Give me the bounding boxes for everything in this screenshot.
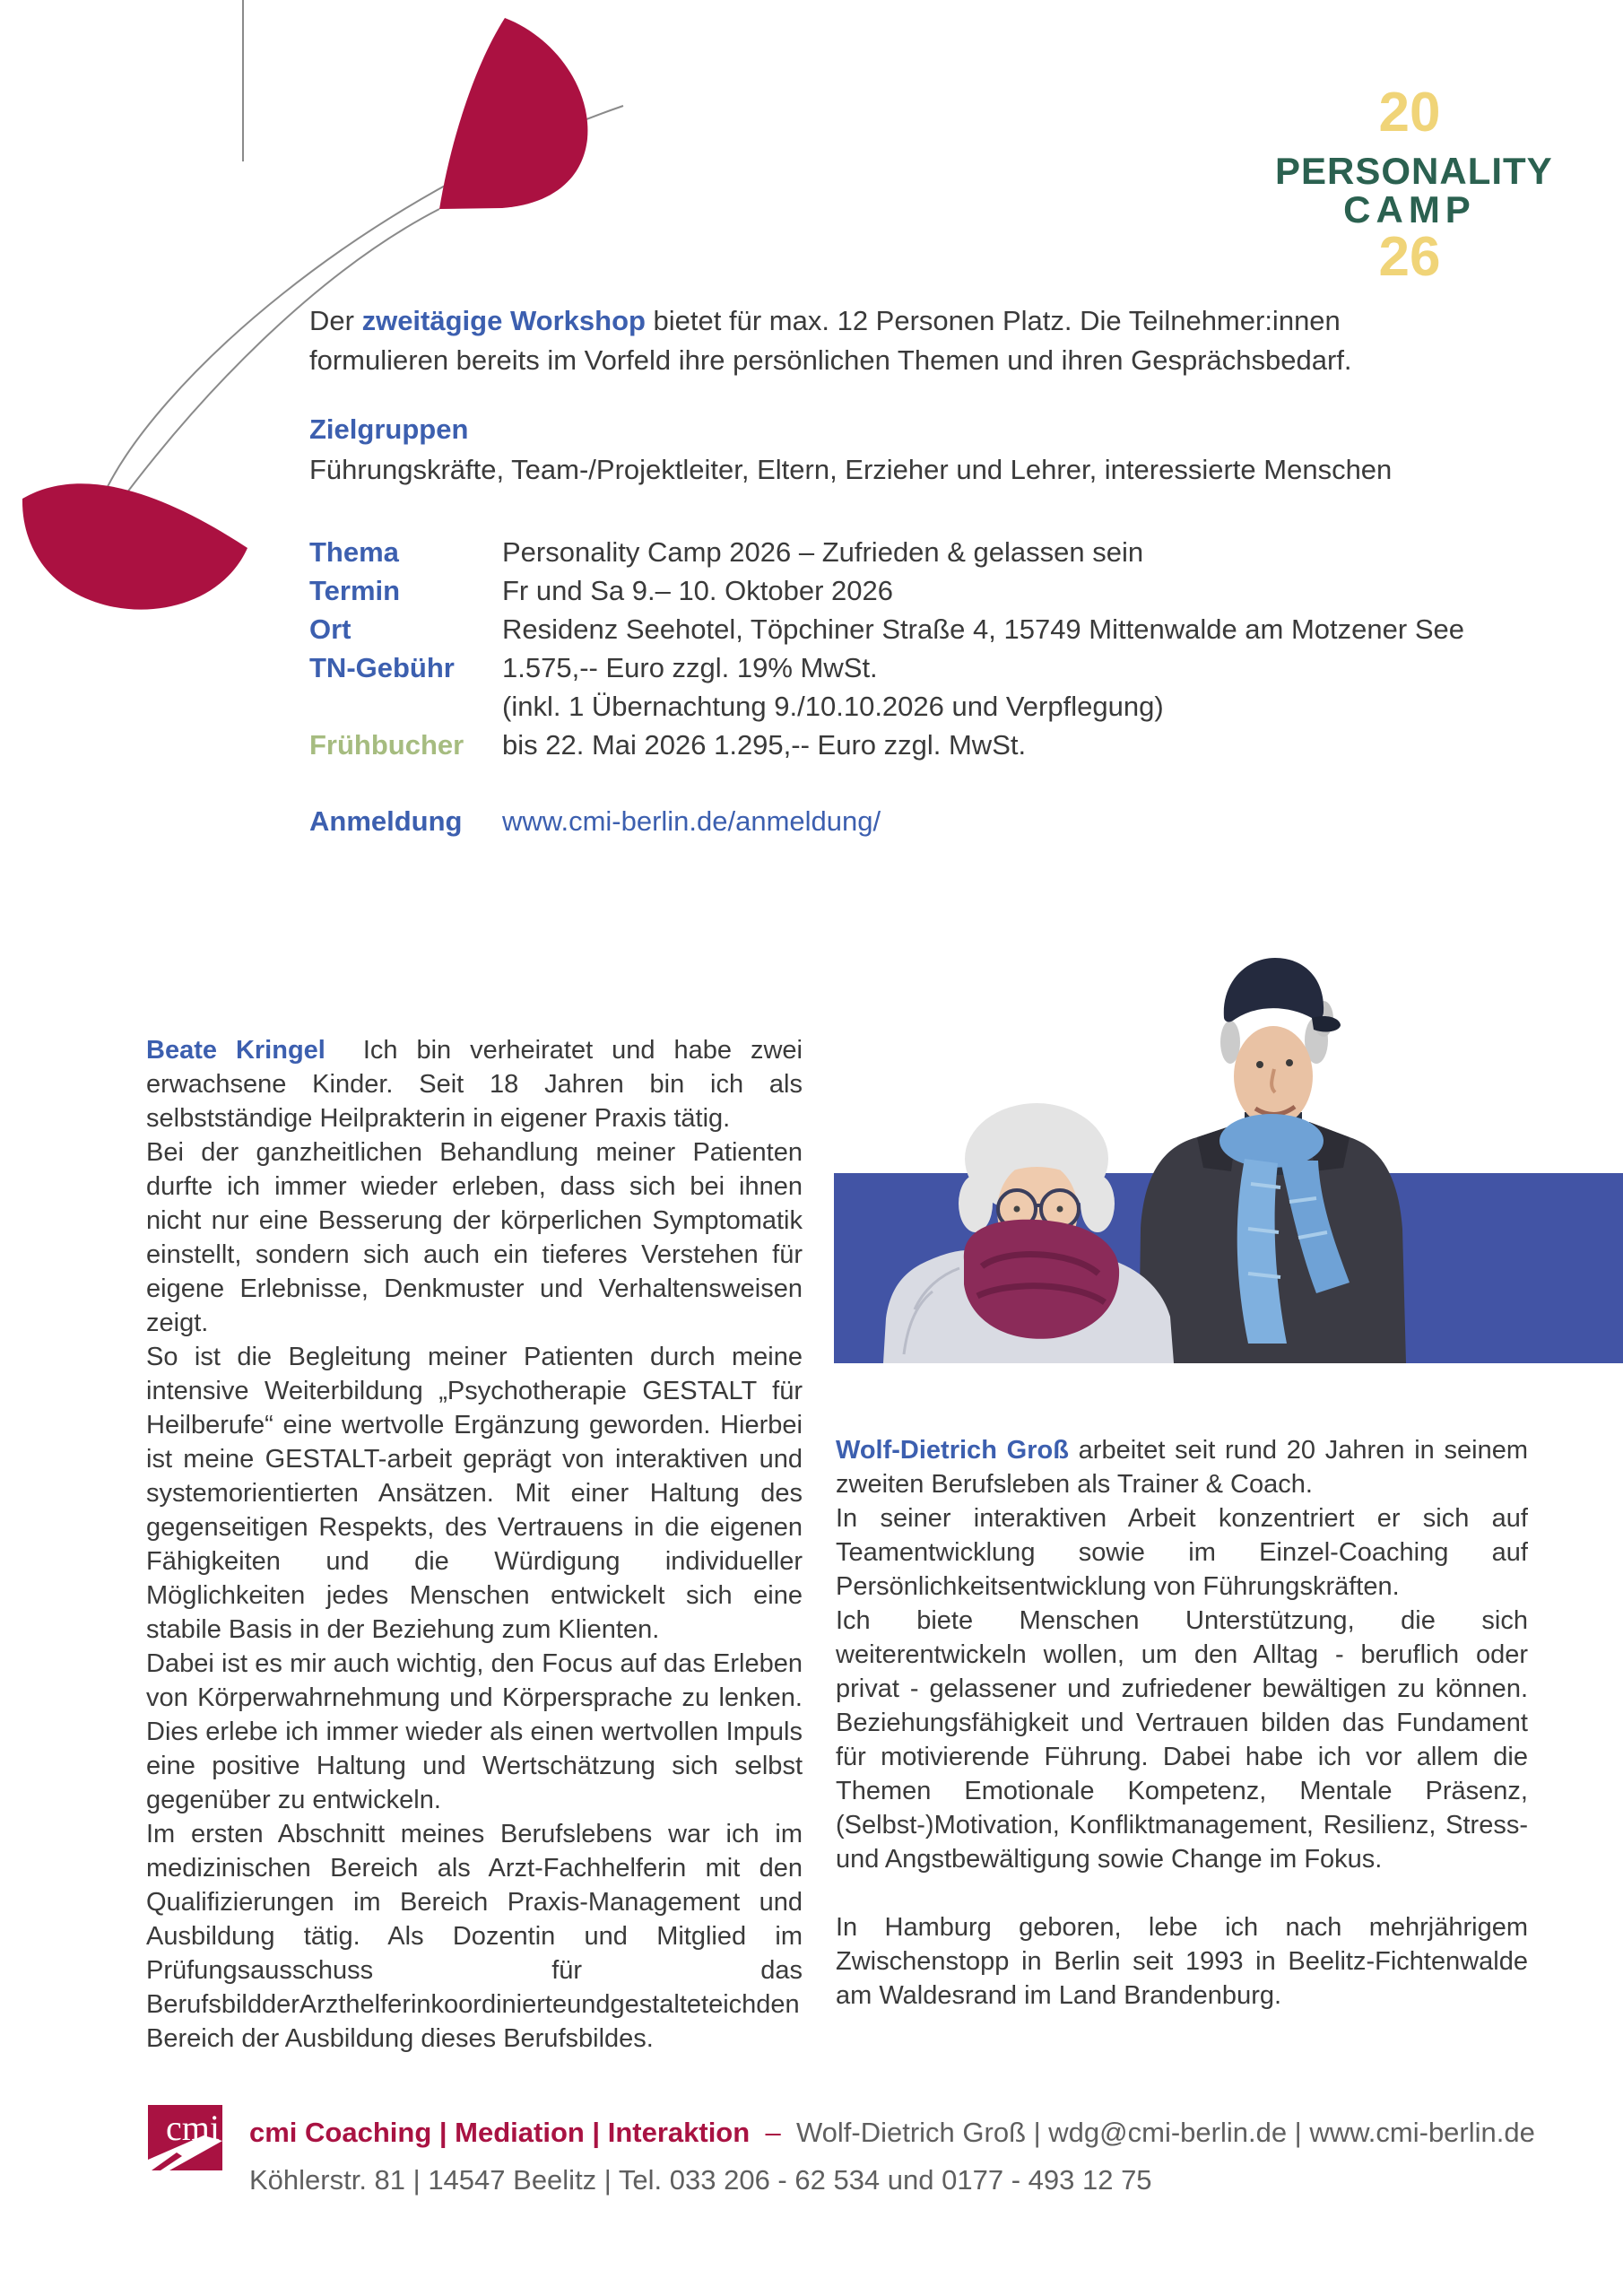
bio-name-wolf: Wolf-Dietrich Groß (836, 1436, 1069, 1465)
couple-photo (861, 933, 1524, 1363)
woman-figure (883, 1103, 1174, 1363)
bio-closing-paragraph: In Hamburg geboren, lebe ich nach mehrjährigem Zwischenstopp in Berlin seit 1993 in Beelitz-Fichtenwalde am Waldesrand im Land Brandenburg. (836, 1913, 1528, 2010)
row-value: Residenz Seehotel, Töpchiner Straße 4, 15749 Mittenwalde am Motzener See (502, 613, 1464, 645)
table-row-thema (309, 533, 1475, 571)
details-table (309, 533, 1475, 764)
row-value: Personality Camp 2026 – Zufrieden & gelassen sein (502, 536, 1144, 568)
footer-contact[interactable]: Wolf-Dietrich Groß | wdg@cmi-berlin.de | www.cmi-berlin.de (795, 2117, 1535, 2148)
decorative-leaf-top (439, 18, 587, 209)
zielgruppen-text: Führungskräfte, Team-/Projektleiter, Eltern, Erzieher und Lehrer, interessierte Menschen (309, 454, 1393, 485)
row-value: Fr und Sa 9.– 10. Oktober 2026 (502, 575, 893, 606)
anmeldung-link[interactable]: www.cmi-berlin.de/anmeldung/ (502, 805, 881, 837)
bio-paragraph: Bei der ganzheitlichen Behandlung meiner Patienten durfte ich immer wieder erleben, dass sich bei ihnen nicht nur eine Besserung der körperlichen Symptomatik einstellt, sondern sich auch ein tieferes Verstehen für eigene Erlebnisse, Denkmuster und Verhaltensweisen zeigt. (146, 1138, 803, 1337)
bio-paragraph: Wolf-Dietrich Groß arbeitet seit rund 20 Jahren in seinem zweiten Berufsleben als Trainer & Coach. (836, 1436, 1528, 1499)
bio-paragraph: Im ersten Abschnitt meines Berufslebens war ich im medizinischen Bereich als Arzt-Fachhelferin mit den Qualifizierungen im Bereich Praxis-Management und Ausbildung tätig. Als Dozentin und Mitglied im Prüfungsausschuss für das BerufsbildderArzthelferinkoordinierteundgestalteteichden Bereich der Ausbildung dieses Berufsbildes. (146, 1820, 803, 2053)
row-label (309, 687, 502, 726)
footer-brand: cmi Coaching | Mediation | Interaktion (249, 2117, 751, 2148)
bio-paragraph: Dabei ist es mir auch wichtig, den Focus auf das Erleben von Körperwahrnehmung und Körpersprache zu lenken. Dies erlebe ich immer wieder als einen wertvollen Impuls eine positive Haltung und Wertschätzung sich selbst gegenüber zu entwickeln. (146, 1649, 803, 1814)
row-label: TN-Gebühr (309, 652, 455, 683)
badge-year-bottom: 26 (1378, 226, 1441, 288)
zielgruppen-heading: Zielgruppen (309, 413, 469, 445)
row-value: 1.575,-- Euro zzgl. 19% MwSt. (502, 652, 878, 683)
bio-name-beate: Beate Kringel (146, 1036, 325, 1065)
row-label: Termin (309, 575, 401, 606)
badge-year-top: 20 (1378, 82, 1441, 144)
cmi-logo-text: cmi (166, 2108, 220, 2148)
footer-address: Köhlerstr. 81 | 14547 Beelitz | Tel. 033 206 - 62 534 und 0177 - 493 12 75 (249, 2164, 1152, 2196)
table-row-termin (309, 571, 1475, 610)
footer-line-1: cmi Coaching | Mediation | Interaktion – Wolf-Dietrich Groß | wdg@cmi-berlin.de | www.cmi-berlin.de (249, 2117, 1535, 2148)
anmeldung-label: Anmeldung (309, 805, 463, 837)
bio-beate-kringel (146, 1033, 803, 2056)
bio-paragraph: In seiner interaktiven Arbeit konzentriert er sich auf Teamentwicklung sowie im Einzel-Coaching auf Persönlichkeitsentwicklung von Führungskräften. (836, 1504, 1528, 1601)
intro-line-1: Der zweitägige Workshop bietet für max. 12 Personen Platz. Die Teilnehmer:innen (309, 305, 1341, 336)
row-label: Thema (309, 536, 399, 568)
bio-paragraph: So ist die Begleitung meiner Patienten durch meine intensive Weiterbildung „Psychotherapie GESTALT für Heilberufe“ eine wertvolle Ergänzung geworden. Hierbei ist meine GESTALT-arbeit geprägt von interaktiven und systemorientierten Ansätzen. Mit einer Haltung des gegenseitigen Respekts, des Vertrauens in die eigenen Fähigkeiten und die Würdigung individueller Möglichkeiten jedes Menschen entwickelt sich eine stabile Basis in der Beziehung zum Klienten. (146, 1343, 803, 1644)
table-row-ort (309, 610, 1475, 648)
bio-wolf-dietrich-gross (836, 1433, 1528, 2013)
anmeldung-row (309, 805, 1475, 838)
decorative-leaf-bottom (22, 483, 247, 609)
intro-paragraph (309, 301, 1403, 380)
table-row-fruehbucher (309, 726, 1475, 764)
man-figure (1139, 958, 1406, 1363)
table-row-inklusive (309, 687, 1475, 726)
bio-paragraph: Beate Kringel Ich bin verheiratet und habe zwei erwachsene Kinder. Seit 18 Jahren bin ich als selbstständige Heilprakterin in eigener Praxis tätig. (146, 1036, 803, 1133)
row-value: bis 22. Mai 2026 1.295,-- Euro zzgl. MwSt. (502, 729, 1027, 761)
row-label: Frühbucher (309, 729, 464, 761)
intro-highlight: zweitägige Workshop (361, 305, 646, 336)
table-row-tn-gebuehr (309, 648, 1475, 687)
row-label: Ort (309, 613, 352, 645)
cmi-logo (148, 2105, 222, 2170)
badge-word-camp: CAMP (1343, 188, 1476, 230)
badge-word-personality: PERSONALITY (1275, 150, 1553, 192)
bio-paragraph: Ich biete Menschen Unterstützung, die sich weiterentwickeln wollen, um den Alltag - beruflich oder privat - gelassener und zufriedener bewältigen zu können. Beziehungsfähigkeit und Vertrauen bilden das Fundament für motivierende Führung. Dabei habe ich vor allem die Themen Emotionale Kompetenz, Mentale Präsenz, (Selbst-)Motivation, Konfliktmanagement, Resilienz, Stress- und Angstbewältigung sowie Change im Fokus. (836, 1606, 1528, 1874)
row-value: (inkl. 1 Übernachtung 9./10.10.2026 und Verpflegung) (502, 691, 1164, 722)
intro-line-2: formulieren bereits im Vorfeld ihre persönlichen Themen und ihren Gesprächsbedarf. (309, 344, 1352, 376)
